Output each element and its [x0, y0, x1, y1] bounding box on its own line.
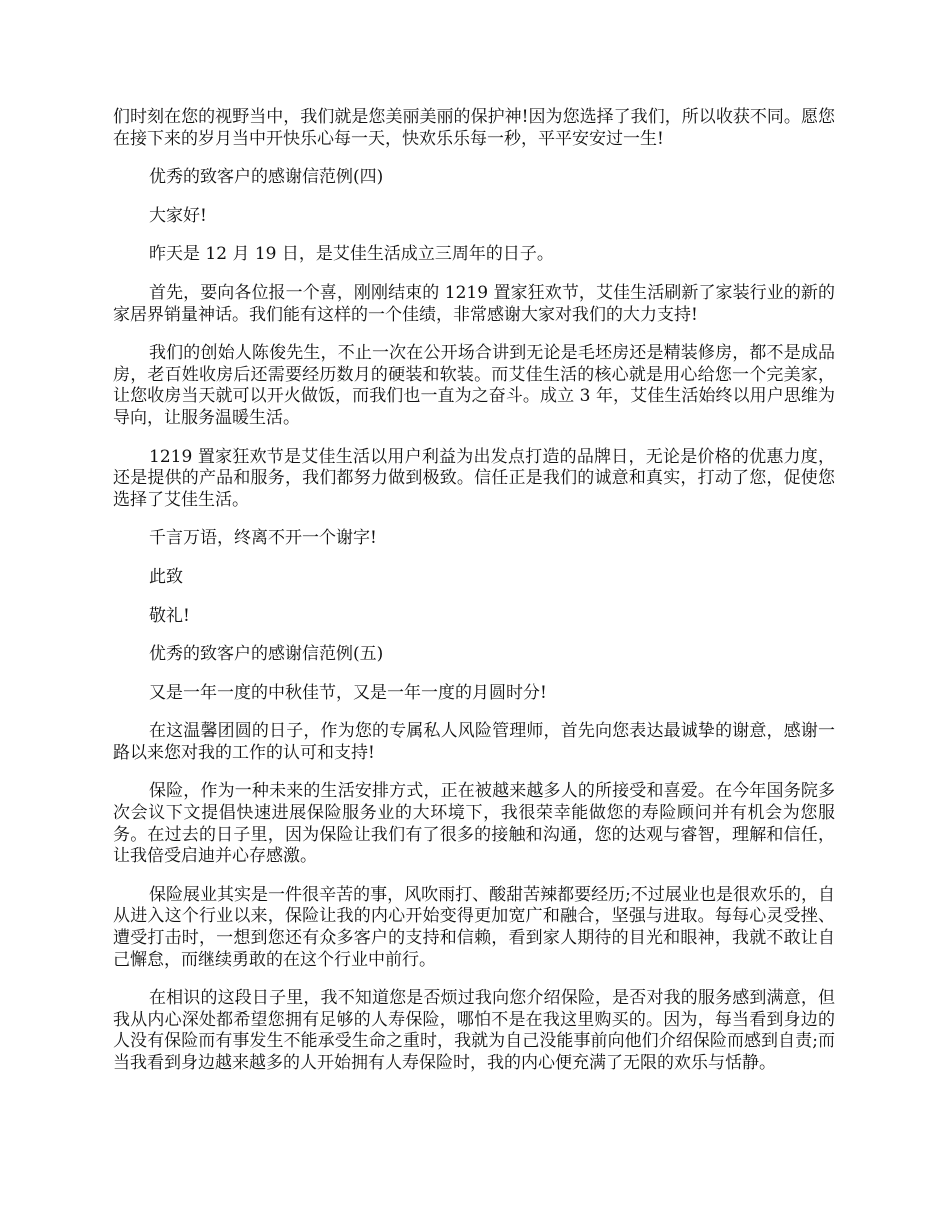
paragraph: 又是一年一度的中秋佳节，又是一年一度的月圆时分!	[149, 682, 547, 703]
section-title-4: 优秀的致客户的感谢信范例(四)	[149, 167, 384, 188]
paragraph: 我们的创始人陈俊先生，不止一次在公开场合讲到无论是毛坯房还是精装修房，都不是成品房，老百姓收房后还需要经历数月的硬装和软装。而艾佳生活的核心就是用心给您一个完美家，让您收房当天就可以开火做饭，而我们也一直为之奋斗。成立 3 年，艾佳生活始终以用户思维为导向，让服务温暖生活。	[113, 343, 835, 428]
paragraph: 千言万语，终离不开一个谢字!	[149, 528, 377, 549]
paragraph: 首先，要向各位报一个喜，刚刚结束的 1219 置家狂欢节，艾佳生活刷新了家装行业的新的家居界销量神话。我们能有这样的一个佳绩，非常感谢大家对我们的大力支持!	[113, 282, 835, 325]
greeting: 大家好!	[149, 205, 207, 226]
section-title-5: 优秀的致客户的感谢信范例(五)	[149, 644, 384, 665]
paragraph: 保险展业其实是一件很辛苦的事，风吹雨打、酸甜苦辣都要经历;不过展业也是很欢乐的，自从进入这个行业以来，保险让我的内心开始变得更加宽广和融合，坚强与进取。每每心灵受挫、遭受打击时，一想到您还有众多客户的支持和信赖，看到家人期待的目光和眼神，我就不敢让自己懈怠，而继续勇敢的在这个行业中前行。	[113, 884, 835, 970]
closing-salutation: 此致	[149, 566, 183, 587]
paragraph: 1219 置家狂欢节是艾佳生活以用户利益为出发点打造的品牌日，无论是价格的优惠力度，还是提供的产品和服务，我们都努力做到极致。信任正是我们的诚意和真实，打动了您，促使您选择了艾佳生活。	[113, 446, 835, 510]
document-body	[113, 107, 835, 1092]
paragraph: 在相识的这段日子里，我不知道您是否烦过我向您介绍保险，是否对我的服务感到满意，但我从内心深处都希望您拥有足够的人寿保险，哪怕不是在我这里购买的。因为，每当看到身边的人没有保险而有事发生不能承受生命之重时，我就为自己没能事前向他们介绍保险而感到自责;而当我看到身边越来越多的人开始拥有人寿保险时，我的内心便充满了无限的欢乐与恬静。	[113, 988, 835, 1073]
paragraph: 昨天是 12 月 19 日，是艾佳生活成立三周年的日子。	[149, 244, 554, 265]
paragraph: 在这温馨团圆的日子，作为您的专属私人风险管理师，首先向您表达最诚挚的谢意，感谢一路以来您对我的工作的认可和支持!	[113, 721, 835, 763]
paragraph-continuation: 们时刻在您的视野当中，我们就是您美丽美丽的保护神!因为您选择了我们，所以收获不同。愿您在接下来的岁月当中开快乐心每一天，快欢乐乐每一秒，平平安安过一生!	[113, 107, 835, 149]
closing-respect: 敬礼!	[149, 605, 190, 626]
paragraph: 保险，作为一种未来的生活安排方式，正在被越来越多人的所接受和喜爱。在今年国务院多次会议下文提倡快速进展保险服务业的大环境下，我很荣幸能做您的寿险顾问并有机会为您服务。在过去的日子里，因为保险让我们有了很多的接触和沟通，您的达观与睿智，理解和信任，让我倍受启迪并心存感激。	[113, 781, 835, 867]
